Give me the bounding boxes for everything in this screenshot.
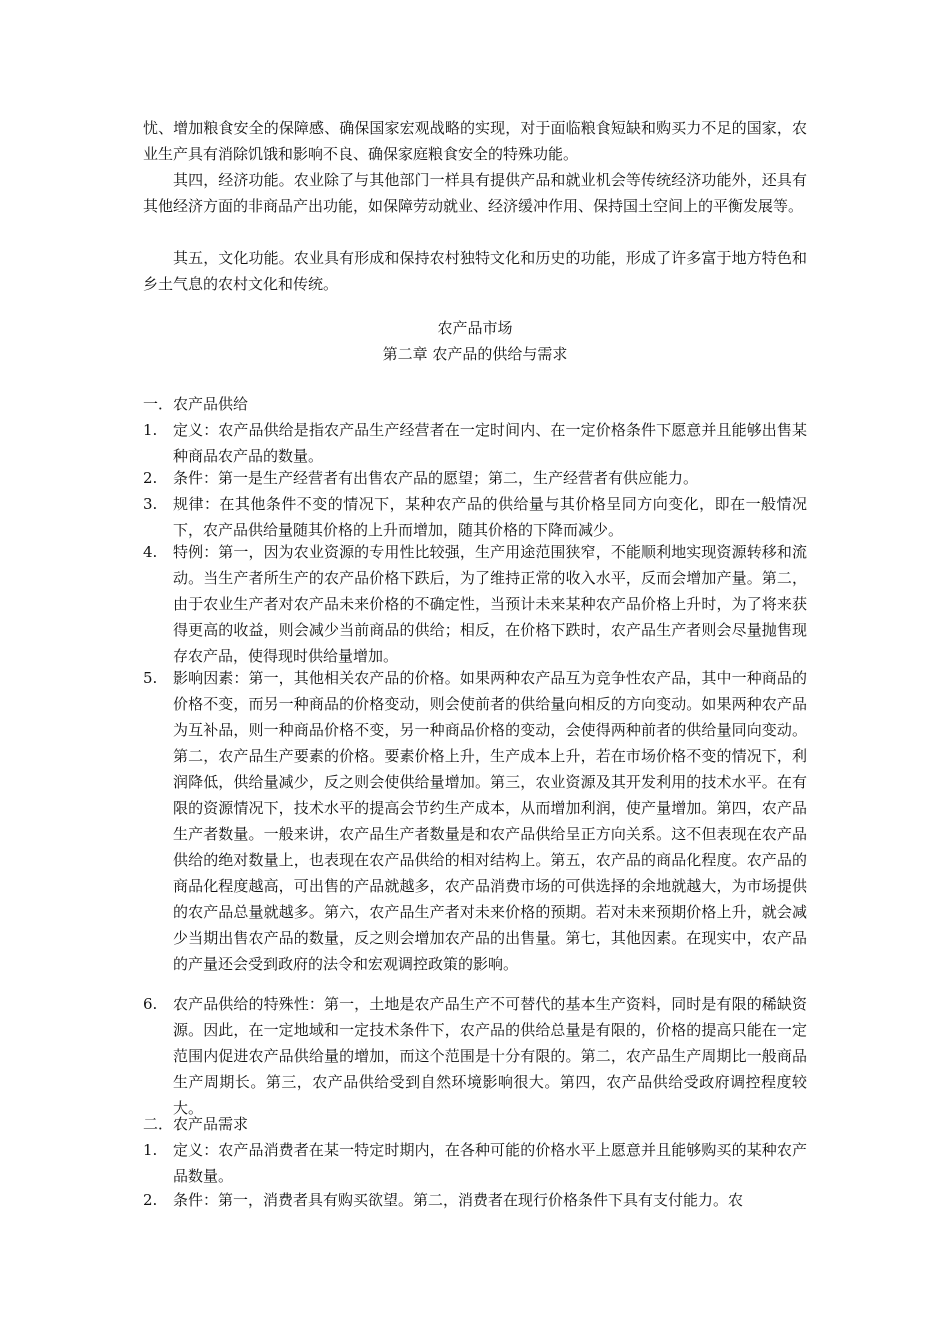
section-2-title: 二．农产品需求	[143, 1115, 249, 1133]
list-item	[143, 991, 807, 1121]
chapter-title: 第二章 农产品的供给与需求	[382, 345, 568, 363]
intro-paragraph-3: 其五，文化功能。农业具有形成和保持农村独特文化和历史的功能，形成了许多富于地方特色和乡土气息的农村文化和传统。	[143, 249, 807, 293]
list-number: 4.	[143, 543, 158, 561]
list-text: 条件：第一，消费者具有购买欲望。第二，消费者在现行价格条件下具有支付能力。农	[173, 1191, 744, 1209]
list-number: 5.	[143, 669, 158, 687]
list-text: 影响因素：第一，其他相关农产品的价格。如果两种农产品互为竞争性农产品，其中一种商品的价格不变，而另一种商品的价格变动，则会使前者的供给量向相反的方向变动。如果两种农产品为互补品，则一种商品价格不变，另一种商品价格的变动，会使得两种前者的供给量同向变动。第二，农产品生产要素的价格。要素价格上升，生产成本上升，若在市场价格不变的情况下，利润降低，供给量减少，反之则会使供给量增加。第三，农业资源及其开发利用的技术水平。在有限的资源情况下，技术水平的提高会节约生产成本，从而增加利润，使产量增加。第四，农产品生产者数量。一般来讲，农产品生产者数量是和农产品供给呈正方向关系。这不但表现在农产品供给的绝对数量上，也表现在农产品供给的相对结构上。第五，农产品的商品化程度。农产品的商品化程度越高，可出售的产品就越多，农产品消费市场的可供选择的余地就越大，为市场提供的农产品总量就越多。第六，农产品生产者对未来价格的预期。若对未来预期价格上升，就会减少当期出售农产品的数量，反之则会增加农产品的出售量。第七，其他因素。在现实中，农产品的产量还会受到政府的法令和宏观调控政策的影响。	[173, 669, 807, 973]
list-item	[143, 465, 807, 491]
list-number: 3.	[143, 495, 158, 513]
list-item	[143, 665, 807, 977]
list-text: 定义：农产品消费者在某一特定时期内，在各种可能的价格水平上愿意并且能够购买的某种农产品数量。	[173, 1141, 807, 1185]
list-number: 6.	[143, 995, 158, 1013]
intro-paragraph-2: 其四，经济功能。农业除了与其他部门一样具有提供产品和就业机会等传统经济功能外，还具有其他经济方面的非商品产出功能，如保障劳动就业、经济缓冲作用、保持国土空间上的平衡发展等。	[143, 171, 807, 215]
list-text: 定义：农产品供给是指农产品生产经营者在一定时间内、在一定价格条件下愿意并且能够出售某种商品农产品的数量。	[173, 421, 807, 465]
list-item	[143, 1137, 807, 1189]
list-text: 特例：第一，因为农业资源的专用性比较强，生产用途范围狭窄，不能顺利地实现资源转移和流动。当生产者所生产的农产品价格下跌后，为了维持正常的收入水平，反而会增加产量。第二，由于农业生产者对农产品未来价格的不确定性，当预计未来某种农产品价格上升时，为了将来获得更高的收益，则会减少当前商品的供给；相反，在价格下跌时，农产品生产者则会尽量抛售现存农产品，使得现时供给量增加。	[173, 543, 807, 665]
list-number: 1.	[143, 1141, 158, 1159]
list-item	[143, 1187, 807, 1213]
section-heading-title: 农产品市场	[437, 319, 513, 337]
list-item	[143, 539, 807, 669]
list-text: 规律：在其他条件不变的情况下，某种农产品的供给量与其价格呈同方向变化，即在一般情况下，农产品供给量随其价格的上升而增加，随其价格的下降而减少。	[173, 495, 807, 539]
list-number: 1.	[143, 421, 158, 439]
list-item	[143, 491, 807, 543]
intro-paragraph-1: 忧、增加粮食安全的保障感、确保国家宏观战略的实现，对于面临粮食短缺和购买力不足的国家，农业生产具有消除饥饿和影响不良、确保家庭粮食安全的特殊功能。	[143, 119, 807, 163]
list-number: 2.	[143, 469, 158, 487]
list-item	[143, 417, 807, 469]
list-text: 农产品供给的特殊性：第一，土地是农产品生产不可替代的基本生产资料，同时是有限的稀缺资源。因此，在一定地域和一定技术条件下，农产品的供给总量是有限的，价格的提高只能在一定范围内促进农产品供给量的增加，而这个范围是十分有限的。第二，农产品生产周期比一般商品生产周期长。第三，农产品供给受到自然环境影响很大。第四，农产品供给受政府调控程度较大。	[173, 995, 807, 1117]
list-number: 2.	[143, 1191, 158, 1209]
list-text: 条件：第一是生产经营者有出售农产品的愿望；第二，生产经营者有供应能力。	[173, 469, 699, 487]
section-1-title: 一．农产品供给	[143, 395, 249, 413]
